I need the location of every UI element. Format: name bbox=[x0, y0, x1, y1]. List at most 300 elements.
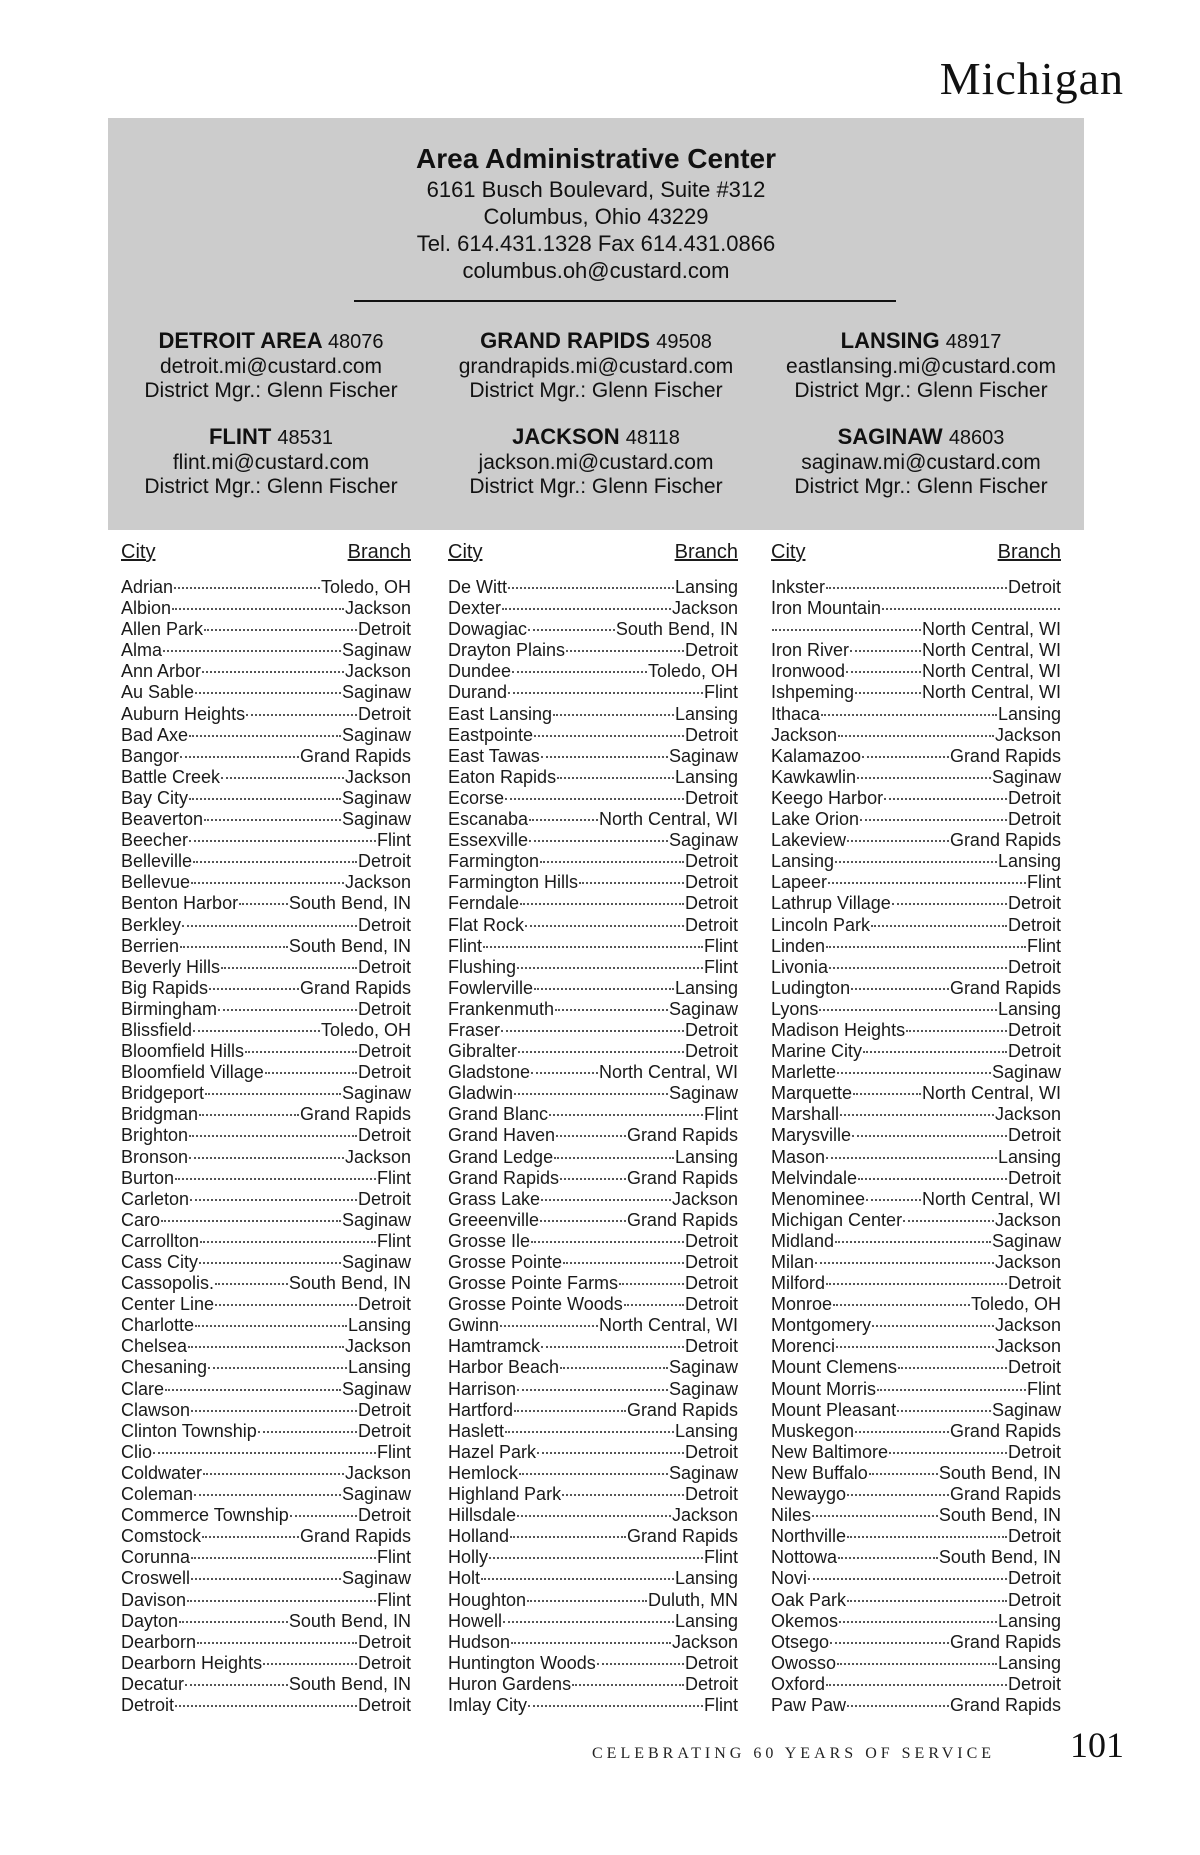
list-item bbox=[448, 1104, 738, 1125]
city-name: Corunna bbox=[121, 1547, 191, 1568]
city-name: Lapeer bbox=[771, 872, 828, 893]
list-item bbox=[448, 978, 738, 999]
branch-name: Detroit bbox=[1007, 893, 1061, 914]
leader-dots bbox=[563, 1262, 684, 1264]
branch-name: Detroit bbox=[684, 1441, 738, 1462]
branch-name: Flint bbox=[703, 1547, 738, 1568]
district-name: LANSING bbox=[840, 328, 940, 353]
branch-name: Lansing bbox=[674, 1610, 738, 1631]
branch-name: Detroit bbox=[357, 1188, 411, 1209]
leader-dots bbox=[518, 1051, 684, 1053]
branch-name: Flint bbox=[1026, 872, 1061, 893]
leader-dots bbox=[534, 988, 674, 990]
district-email: detroit.mi@custard.com bbox=[159, 355, 383, 378]
leader-dots bbox=[221, 967, 357, 969]
list-item bbox=[771, 1484, 1061, 1505]
leader-dots bbox=[199, 1262, 341, 1264]
list-item bbox=[121, 704, 411, 725]
page-number: 101 bbox=[1070, 1725, 1124, 1765]
city-name: Highland Park bbox=[448, 1484, 562, 1505]
city-name: Ludington bbox=[771, 977, 851, 998]
city-name: Ishpeming bbox=[771, 682, 855, 703]
branch-name: Lansing bbox=[674, 1568, 738, 1589]
branch-name: Flint bbox=[1026, 935, 1061, 956]
branch-name: Jackson bbox=[344, 766, 411, 787]
leader-dots bbox=[205, 1093, 341, 1095]
branch-name: Jackson bbox=[994, 1336, 1061, 1357]
list-item bbox=[121, 915, 411, 936]
branch-name: Saginaw bbox=[341, 1484, 411, 1505]
branch-name: Detroit bbox=[1007, 914, 1061, 935]
leader-dots bbox=[182, 925, 357, 927]
branch-name: Grand Rapids bbox=[949, 745, 1061, 766]
city-name: Alma bbox=[121, 640, 163, 661]
list-item bbox=[121, 893, 411, 914]
leader-dots bbox=[218, 1009, 357, 1011]
leader-dots bbox=[529, 819, 598, 821]
city-name: Berrien bbox=[121, 935, 180, 956]
district-email: eastlansing.mi@custard.com bbox=[786, 355, 1056, 378]
city-name: Iron River bbox=[771, 640, 850, 661]
leader-dots bbox=[190, 1199, 357, 1201]
leader-dots bbox=[208, 1367, 347, 1369]
branch-name: Detroit bbox=[684, 1294, 738, 1315]
city-name: Decatur bbox=[121, 1673, 185, 1694]
admin-email: columbus.oh@custard.com bbox=[462, 258, 730, 283]
divider bbox=[354, 300, 896, 302]
list-item bbox=[448, 682, 738, 703]
leader-dots bbox=[884, 798, 1007, 800]
leader-dots bbox=[505, 1431, 674, 1433]
leader-dots bbox=[527, 1600, 647, 1602]
branch-name: Detroit bbox=[684, 851, 738, 872]
leader-dots bbox=[835, 861, 997, 863]
branch-name: Detroit bbox=[1007, 1125, 1061, 1146]
branch-name: Saginaw bbox=[668, 998, 738, 1019]
leader-dots bbox=[511, 1642, 671, 1644]
list-item bbox=[771, 619, 1061, 640]
admin-title: Area Administrative Center bbox=[416, 143, 776, 174]
city-name: Clawson bbox=[121, 1399, 191, 1420]
leader-dots bbox=[826, 1684, 1007, 1686]
district-manager: District Mgr.: Glenn Fischer bbox=[794, 475, 1048, 498]
list-item bbox=[771, 1125, 1061, 1146]
branch-name: Saginaw bbox=[341, 1083, 411, 1104]
leader-dots bbox=[508, 692, 703, 694]
list-item bbox=[121, 1674, 411, 1695]
leader-dots bbox=[557, 777, 674, 779]
list-item bbox=[448, 830, 738, 851]
list-item bbox=[121, 1062, 411, 1083]
list-item bbox=[448, 1189, 738, 1210]
branch-header: Branch bbox=[674, 541, 738, 563]
city-name: Kawkawlin bbox=[771, 766, 857, 787]
leader-dots bbox=[258, 1431, 357, 1433]
city-name: Durand bbox=[448, 682, 508, 703]
leader-dots bbox=[180, 756, 299, 758]
list-item bbox=[448, 1442, 738, 1463]
branch-name: Saginaw bbox=[668, 745, 738, 766]
branch-name: Flint bbox=[703, 1104, 738, 1125]
list-item bbox=[771, 1442, 1061, 1463]
leader-dots bbox=[163, 650, 341, 652]
list-item bbox=[121, 1653, 411, 1674]
leader-dots bbox=[191, 1578, 341, 1580]
branch-name: Jackson bbox=[994, 1209, 1061, 1230]
list-item bbox=[121, 1125, 411, 1146]
city-name: Bridgeport bbox=[121, 1083, 205, 1104]
branch-name: Detroit bbox=[684, 872, 738, 893]
leader-dots bbox=[165, 1389, 341, 1391]
city-name: Auburn Heights bbox=[121, 703, 246, 724]
branch-name: Grand Rapids bbox=[949, 1694, 1061, 1715]
city-column-2 bbox=[448, 540, 738, 1716]
district-name: JACKSON bbox=[512, 424, 620, 449]
list-item bbox=[771, 978, 1061, 999]
admin-city: Columbus, Ohio 43229 bbox=[483, 204, 709, 229]
city-header: City bbox=[771, 541, 806, 563]
city-name: Lincoln Park bbox=[771, 914, 871, 935]
branch-name: Detroit bbox=[684, 724, 738, 745]
branch-name: Detroit bbox=[357, 1652, 411, 1673]
leader-dots bbox=[175, 1705, 357, 1707]
list-item bbox=[448, 893, 738, 914]
list-item bbox=[448, 1526, 738, 1547]
branch-name: Grand Rapids bbox=[949, 1420, 1061, 1441]
city-header: City bbox=[121, 541, 156, 563]
list-item bbox=[448, 1315, 738, 1336]
leader-dots bbox=[265, 1072, 357, 1074]
list-item bbox=[448, 957, 738, 978]
branch-name: Lansing bbox=[997, 851, 1061, 872]
city-name: Monroe bbox=[771, 1294, 833, 1315]
district-email: jackson.mi@custard.com bbox=[478, 451, 714, 474]
district-jackson bbox=[433, 424, 759, 499]
branch-name: South Bend, IN bbox=[288, 935, 411, 956]
city-name: Milan bbox=[771, 1252, 815, 1272]
list-item bbox=[771, 1020, 1061, 1041]
city-name: Menominee bbox=[771, 1188, 866, 1209]
list-item bbox=[121, 1590, 411, 1611]
branch-name: Flint bbox=[703, 682, 738, 703]
city-name: Morenci bbox=[771, 1336, 836, 1357]
list-item bbox=[121, 619, 411, 640]
city-name: Cass City bbox=[121, 1252, 199, 1272]
list-item bbox=[771, 1653, 1061, 1674]
branch-name: South Bend, IN bbox=[938, 1547, 1061, 1568]
city-name: Linden bbox=[771, 935, 826, 956]
city-name: Allen Park bbox=[121, 619, 204, 640]
leader-dots bbox=[517, 1389, 668, 1391]
district-name: FLINT bbox=[208, 424, 272, 449]
city-name: Howell bbox=[448, 1610, 503, 1631]
leader-dots bbox=[847, 1600, 1007, 1602]
list-item bbox=[771, 598, 1061, 619]
leader-dots bbox=[815, 1262, 994, 1264]
district-manager: District Mgr.: Glenn Fischer bbox=[469, 379, 723, 402]
leader-dots bbox=[847, 840, 949, 842]
city-name: Mount Morris bbox=[771, 1378, 877, 1399]
list-item bbox=[448, 598, 738, 619]
leader-dots bbox=[897, 1410, 991, 1412]
branch-name: South Bend, IN bbox=[288, 1610, 411, 1631]
city-name: Harrison bbox=[448, 1378, 517, 1399]
city-name: Dearborn Heights bbox=[121, 1652, 263, 1673]
list-item bbox=[448, 1379, 738, 1400]
city-name: Haslett bbox=[448, 1420, 505, 1441]
list-item bbox=[121, 1611, 411, 1632]
list-item bbox=[448, 1041, 738, 1062]
branch-name: North Central, WI bbox=[921, 682, 1061, 703]
city-name: Huron Gardens bbox=[448, 1673, 572, 1694]
branch-name: Detroit bbox=[1007, 1019, 1061, 1040]
branch-name: Jackson bbox=[994, 1315, 1061, 1336]
column-header bbox=[448, 540, 738, 564]
leader-dots bbox=[483, 946, 703, 948]
list-item bbox=[121, 999, 411, 1020]
branch-name: Flint bbox=[703, 1694, 738, 1715]
leader-dots bbox=[290, 1515, 357, 1517]
list-item bbox=[448, 1294, 738, 1315]
leader-dots bbox=[898, 1367, 1007, 1369]
branch-name: Lansing bbox=[347, 1357, 411, 1378]
footer-tagline: CELEBRATING 60 YEARS OF SERVICE bbox=[592, 1745, 996, 1762]
list-item bbox=[121, 767, 411, 788]
leader-dots bbox=[263, 1663, 357, 1665]
city-name: Grand Blanc bbox=[448, 1104, 549, 1125]
city-name: Battle Creek bbox=[121, 766, 221, 787]
city-name: Coleman bbox=[121, 1484, 194, 1505]
list-item bbox=[448, 851, 738, 872]
list-item bbox=[771, 746, 1061, 767]
leader-dots bbox=[835, 1241, 991, 1243]
district-manager: District Mgr.: Glenn Fischer bbox=[469, 475, 723, 498]
branch-name: Toledo, OH bbox=[320, 1019, 411, 1040]
city-name: Beverly Hills bbox=[121, 956, 221, 977]
list-item bbox=[448, 640, 738, 661]
city-name: Bridgman bbox=[121, 1104, 199, 1125]
branch-name: Detroit bbox=[1007, 1273, 1061, 1294]
branch-name: Detroit bbox=[684, 1041, 738, 1062]
branch-name: Toledo, OH bbox=[647, 661, 738, 682]
branch-name: Saginaw bbox=[341, 1568, 411, 1589]
city-name: Michigan Center bbox=[771, 1209, 903, 1230]
list-item bbox=[121, 725, 411, 746]
leader-dots bbox=[180, 946, 288, 948]
city-name: De Witt bbox=[448, 577, 508, 597]
list-item bbox=[448, 936, 738, 957]
list-item bbox=[771, 1357, 1061, 1378]
leader-dots bbox=[508, 587, 674, 589]
leader-dots bbox=[203, 1473, 344, 1475]
list-item bbox=[121, 746, 411, 767]
leader-dots bbox=[852, 1135, 1007, 1137]
branch-name: North Central, WI bbox=[921, 640, 1061, 661]
leader-dots bbox=[202, 671, 344, 673]
district-email: saginaw.mi@custard.com bbox=[801, 451, 1041, 474]
district-lansing bbox=[758, 328, 1084, 403]
leader-dots bbox=[199, 1114, 299, 1116]
list-item bbox=[121, 1041, 411, 1062]
leader-dots bbox=[871, 925, 1007, 927]
branch-name: Flint bbox=[376, 1589, 411, 1610]
city-name: Essexville bbox=[448, 830, 529, 851]
city-name: Madison Heights bbox=[771, 1019, 906, 1040]
leader-dots bbox=[512, 671, 647, 673]
leader-dots bbox=[517, 1515, 671, 1517]
leader-dots bbox=[826, 1157, 997, 1159]
list-item bbox=[771, 1463, 1061, 1484]
branch-name: Flint bbox=[703, 935, 738, 956]
list-item bbox=[771, 1210, 1061, 1231]
city-name: Ithaca bbox=[771, 703, 821, 724]
leader-dots bbox=[505, 798, 684, 800]
list-item bbox=[121, 1020, 411, 1041]
leader-dots bbox=[501, 1030, 684, 1032]
branch-name: Detroit bbox=[1007, 1441, 1061, 1462]
branch-name: Detroit bbox=[684, 1252, 738, 1272]
leader-dots bbox=[889, 1452, 1007, 1454]
branch-header: Branch bbox=[997, 541, 1061, 563]
leader-dots bbox=[514, 1093, 668, 1095]
list-item bbox=[121, 957, 411, 978]
leader-dots bbox=[189, 1157, 344, 1159]
city-name: Ecorse bbox=[448, 787, 505, 808]
city-name: Cassopolis. bbox=[121, 1273, 215, 1294]
list-item bbox=[448, 1653, 738, 1674]
leader-dots bbox=[179, 1621, 288, 1623]
branch-name: Toledo, OH bbox=[970, 1294, 1061, 1315]
list-item bbox=[121, 1442, 411, 1463]
branch-name: Flint bbox=[376, 1547, 411, 1568]
list-item bbox=[771, 725, 1061, 746]
leader-dots bbox=[553, 714, 674, 716]
branch-name: South Bend, IN bbox=[288, 1673, 411, 1694]
list-item bbox=[448, 1484, 738, 1505]
branch-name: Detroit bbox=[1007, 1041, 1061, 1062]
branch-name: Jackson bbox=[344, 872, 411, 893]
city-name: Clinton Township bbox=[121, 1420, 257, 1441]
list-item bbox=[121, 978, 411, 999]
contact-panel bbox=[108, 118, 1084, 530]
branch-name: Jackson bbox=[344, 598, 411, 619]
city-name: Otsego bbox=[771, 1631, 830, 1652]
list-item bbox=[448, 1273, 738, 1294]
list-item bbox=[121, 872, 411, 893]
city-name: Caro bbox=[121, 1209, 161, 1230]
list-item bbox=[121, 1400, 411, 1421]
city-name: Hamtramck bbox=[448, 1336, 541, 1357]
leader-dots bbox=[549, 1114, 703, 1116]
admin-center bbox=[108, 142, 1084, 284]
city-name: Huntington Woods bbox=[448, 1652, 596, 1673]
leader-dots bbox=[161, 1220, 341, 1222]
branch-name: Detroit bbox=[684, 1230, 738, 1251]
city-name: Novi bbox=[771, 1568, 808, 1589]
branch-name: Lansing bbox=[674, 977, 738, 998]
city-name: Melvindale bbox=[771, 1167, 858, 1188]
branch-name: Saginaw bbox=[668, 1378, 738, 1399]
branch-name: Saginaw bbox=[668, 1462, 738, 1483]
branch-name: Detroit bbox=[357, 1294, 411, 1315]
branch-name: Detroit bbox=[684, 640, 738, 661]
city-name: Big Rapids bbox=[121, 977, 209, 998]
branch-name: Detroit bbox=[357, 851, 411, 872]
branch-name: Grand Rapids bbox=[949, 1631, 1061, 1652]
list-item bbox=[121, 1379, 411, 1400]
district-zip: 48917 bbox=[945, 331, 1002, 353]
city-name: Owosso bbox=[771, 1652, 837, 1673]
branch-name: North Central, WI bbox=[921, 619, 1061, 640]
list-item bbox=[121, 1083, 411, 1104]
city-name: Jackson bbox=[771, 724, 838, 745]
leader-dots bbox=[194, 1494, 341, 1496]
city-name: Bad Axe bbox=[121, 724, 189, 745]
leader-dots bbox=[566, 650, 684, 652]
city-column-1 bbox=[121, 540, 411, 1716]
branch-name: Flint bbox=[376, 1230, 411, 1251]
leader-dots bbox=[837, 1072, 991, 1074]
list-item bbox=[771, 640, 1061, 661]
city-name: Kalamazoo bbox=[771, 745, 862, 766]
branch-name: Detroit bbox=[684, 1673, 738, 1694]
leader-dots bbox=[851, 988, 949, 990]
leader-dots bbox=[202, 1536, 299, 1538]
city-name: Hazel Park bbox=[448, 1441, 537, 1462]
leader-dots bbox=[855, 692, 921, 694]
city-name: Farmington Hills bbox=[448, 872, 579, 893]
list-item bbox=[448, 577, 738, 598]
list-item bbox=[448, 999, 738, 1020]
list-item bbox=[448, 704, 738, 725]
city-name: Northville bbox=[771, 1526, 847, 1547]
list-item bbox=[771, 1590, 1061, 1611]
city-name: Dearborn bbox=[121, 1631, 197, 1652]
city-name: Hemlock bbox=[448, 1462, 519, 1483]
city-name: Chelsea bbox=[121, 1336, 188, 1357]
city-name: East Tawas bbox=[448, 745, 540, 766]
city-name: Bay City bbox=[121, 787, 189, 808]
leader-dots bbox=[855, 1431, 949, 1433]
branch-name: North Central, WI bbox=[921, 1188, 1061, 1209]
city-name: Fowlerville bbox=[448, 977, 534, 998]
branch-name: Detroit bbox=[1007, 956, 1061, 977]
list-item bbox=[121, 809, 411, 830]
list-item bbox=[771, 1189, 1061, 1210]
branch-name: Saginaw bbox=[991, 766, 1061, 787]
list-item bbox=[121, 788, 411, 809]
district-zip: 48076 bbox=[327, 331, 384, 353]
city-name: Grosse Pointe bbox=[448, 1252, 563, 1272]
city-name: East Lansing bbox=[448, 703, 553, 724]
branch-name: Saginaw bbox=[341, 787, 411, 808]
leader-dots bbox=[833, 1304, 970, 1306]
city-name: Escanaba bbox=[448, 809, 529, 830]
list-item bbox=[771, 577, 1061, 598]
list-item bbox=[448, 1125, 738, 1146]
city-name: Comstock bbox=[121, 1526, 202, 1547]
branch-name: Saginaw bbox=[341, 682, 411, 703]
city-name: Grass Lake bbox=[448, 1188, 541, 1209]
branch-name: Grand Rapids bbox=[626, 1167, 738, 1188]
city-name: Mount Clemens bbox=[771, 1357, 898, 1378]
city-name: Clare bbox=[121, 1378, 165, 1399]
list-item bbox=[771, 830, 1061, 851]
leader-dots bbox=[812, 1515, 938, 1517]
branch-name: Flint bbox=[1026, 1378, 1061, 1399]
branch-name: Grand Rapids bbox=[626, 1526, 738, 1547]
district-flint bbox=[108, 424, 434, 499]
